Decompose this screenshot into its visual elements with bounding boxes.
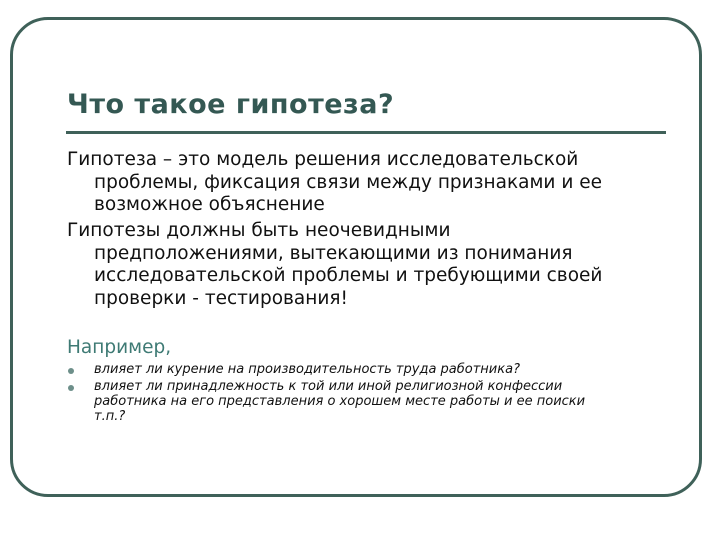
bullet-dot-icon — [68, 385, 74, 391]
example-2-line-2: работника на его представления о хорошем месте работы и ее поиски — [94, 394, 586, 409]
definition-paragraph — [67, 149, 667, 217]
definition-line-2: проблемы, фиксация связи между признаками и ее — [94, 171, 602, 193]
example-2-line-3: т.п.? — [94, 409, 126, 424]
definition-line-3: возможное объяснение — [94, 194, 325, 215]
requirement-line-2: предположениями, вытекающими из понимания — [94, 242, 573, 264]
slide-title: Что такое гипотеза? — [67, 89, 395, 120]
requirement-line-4: проверки - тестирования! — [94, 287, 348, 309]
list-item — [67, 379, 667, 424]
example-text — [94, 379, 667, 424]
bullet-dot-icon — [68, 368, 74, 374]
title-underline — [66, 131, 666, 134]
example-1-line-1: влияет ли курение на производительность труда работника? — [94, 362, 520, 377]
requirement-line-3: исследовательской проблемы и требующими своей — [94, 265, 603, 286]
requirement-line-1: Гипотезы должны быть неочевидными — [67, 220, 451, 241]
requirement-paragraph — [67, 220, 667, 310]
definition-line-1: Гипотеза – это модель решения исследовательской — [67, 149, 579, 170]
example-2-line-1: влияет ли принадлежность к той или иной религиозной конфессии — [94, 379, 563, 394]
list-item — [67, 362, 667, 377]
example-text — [94, 362, 667, 377]
example-list — [67, 362, 667, 424]
example-heading: Например, — [67, 337, 172, 358]
